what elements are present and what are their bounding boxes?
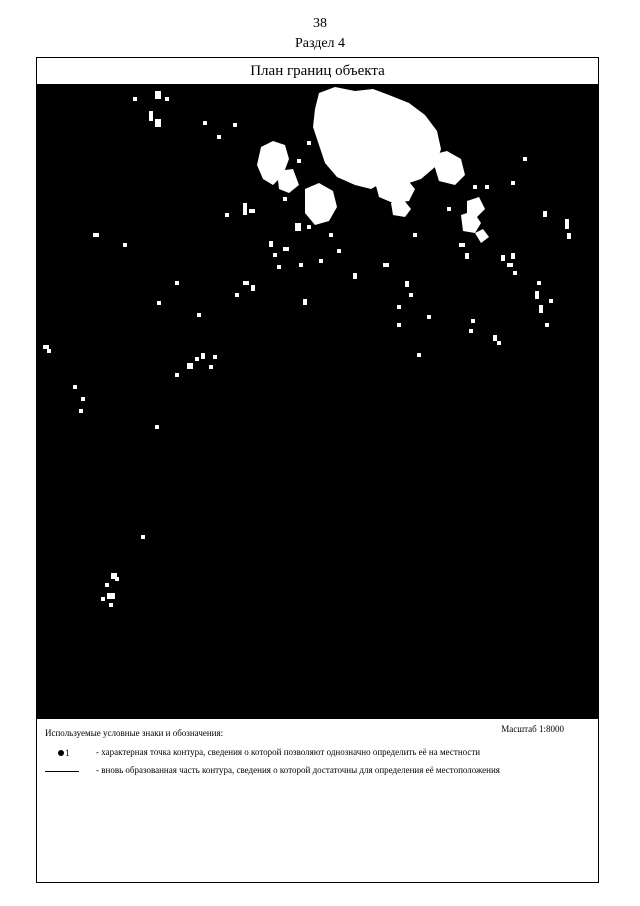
satellite-map-image [37,85,598,719]
section-title: Раздел 4 [294,36,346,51]
legend [37,719,598,882]
legend-title: Используемые условные знаки и обозначения: [45,728,224,738]
line-icon [45,771,79,772]
plan-title: План границ объекта [37,58,598,85]
point-label: 1 [65,748,70,758]
page-number: 38 [313,16,327,31]
plan-frame [36,57,599,883]
scale-label: Масштаб 1:8000 [501,724,564,734]
legend-item-text: - вновь образованная часть контура, сведения о которой достаточны для определения её местоположения [96,765,500,775]
map-speckle-image [37,85,598,719]
legend-item-text: - характерная точка контура, сведения о которой позволяют однозначно определить её на местности [96,747,481,757]
point-icon [58,750,64,756]
